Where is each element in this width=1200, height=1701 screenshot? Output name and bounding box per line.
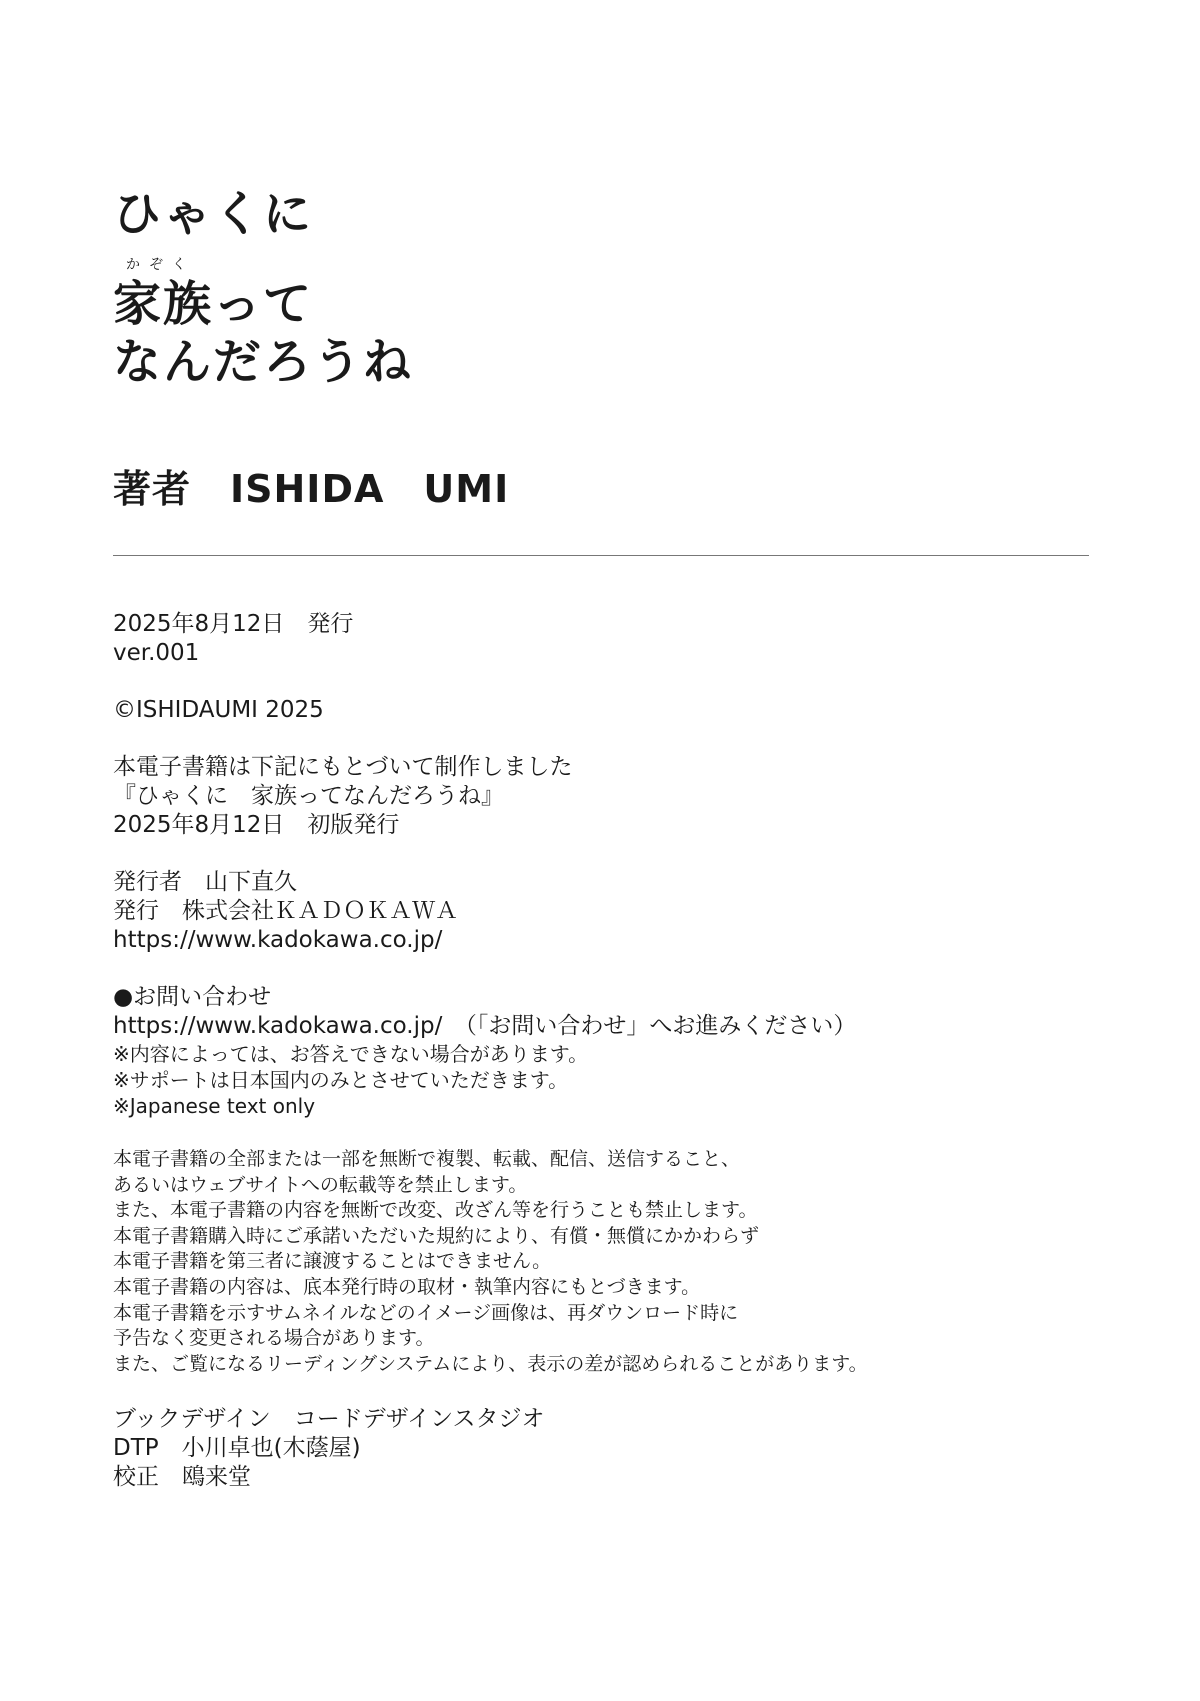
source-date: 2025年8月12日 初版発行 [113,812,400,838]
legal-line: 本電子書籍購入時にご承諾いただいた規約により、有償・無償にかかわらず [113,1224,760,1247]
title-line-3: なんだろうね [113,334,414,390]
legal-line: 本電子書籍の全部または一部を無断で複製、転載、配信、送信すること、 [113,1148,741,1170]
title-line-2: 家族って [113,276,314,332]
legal-line: また、ご覧になるリーディングシステムにより、表示の差が認められることがあります。 [113,1352,868,1375]
title-ruby: かぞく [126,257,195,273]
version: ver.001 [113,640,200,666]
publication-date: 2025年8月12日 発行 [113,611,354,637]
copyright: ©ISHIDAUMI 2025 [113,697,324,723]
publisher-company: 発行 株式会社ＫＡＤＯＫＡＷＡ [113,898,458,924]
contact-heading: ●お問い合わせ [113,984,272,1010]
credit-line: ブックデザイン コードデザインスタジオ [113,1406,545,1433]
divider [113,555,1089,556]
contact-note: ※Japanese text only [113,1094,316,1118]
credit-line: DTP 小川卓也(木蔭屋) [113,1435,361,1462]
title-line-1: ひゃくに [113,186,314,242]
legal-line: 本電子書籍を示すサムネイルなどのイメージ画像は、再ダウンロード時に [113,1301,739,1324]
legal-line: 本電子書籍の内容は、底本発行時の取材・執筆内容にもとづきます。 [113,1275,701,1298]
contact-url-line[interactable]: https://www.kadokawa.co.jp/ （「お問い合わせ」へお進みください） [113,1013,857,1039]
contact-note: ※内容によっては、お答えできない場合があります。 [113,1042,589,1066]
legal-line: 予告なく変更される場合があります。 [113,1327,435,1350]
author-line: 著者 ISHIDA UMI [113,467,510,511]
publisher-url[interactable]: https://www.kadokawa.co.jp/ [113,927,443,953]
legal-line: あるいはウェブサイトへの転載等を禁止します。 [113,1173,528,1196]
source-title: 『ひゃくに 家族ってなんだろうね』 [113,783,504,809]
issuer: 発行者 山下直久 [113,869,297,895]
legal-line: また、本電子書籍の内容を無断で改変、改ざん等を行うことも禁止します。 [113,1199,758,1222]
colophon-info [113,610,868,1492]
legal-line: 本電子書籍を第三者に譲渡することはできません。 [113,1250,552,1273]
source-note: 本電子書籍は下記にもとづいて制作しました [113,754,573,780]
contact-note: ※サポートは日本国内のみとさせていただきます。 [113,1068,569,1092]
credit-line: 校正 鴎来堂 [113,1464,251,1491]
